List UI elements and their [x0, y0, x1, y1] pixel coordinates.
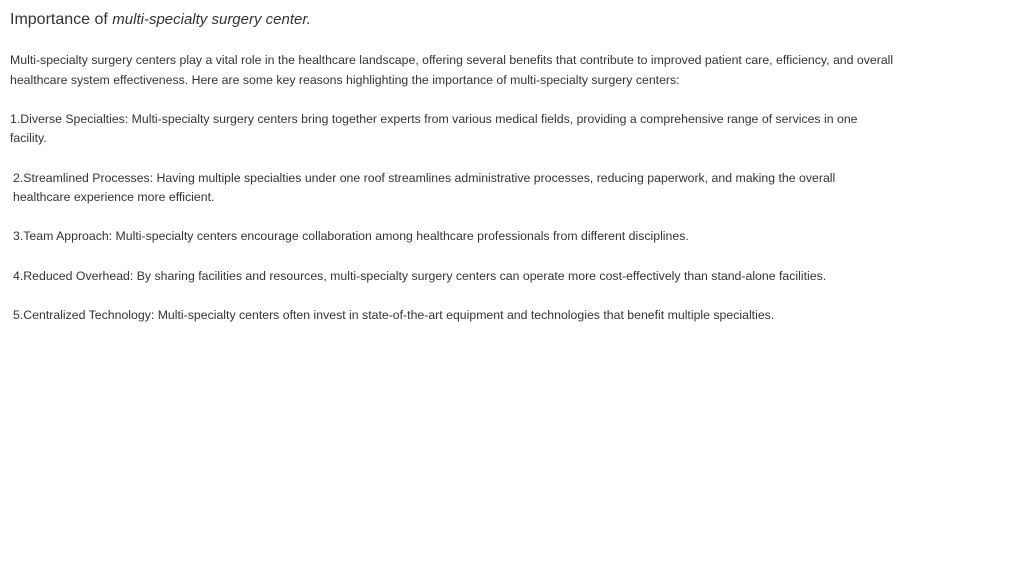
point-team-approach: 3.Team Approach: Multi-specialty centers encourage collaboration among healthcare professionals from different disciplines. — [13, 229, 689, 244]
title-prefix: Importance of — [10, 11, 113, 28]
point-centralized-technology: 5.Centralized Technology: Multi-specialty centers often invest in state-of-the-art equipment and technologies that benefit multiple specialties. — [13, 307, 775, 322]
page-title — [10, 9, 311, 31]
title-emphasis: multi-specialty surgery center. — [112, 11, 311, 28]
point-reduced-overhead: 4.Reduced Overhead: By sharing facilities and resources, multi-specialty surgery centers can operate more cost-effectively than stand-alone facilities. — [13, 268, 827, 283]
point-diverse-specialties: 1.Diverse Specialties: Multi-specialty surgery centers bring together experts from various medical fields, providing a comprehensive range of services in one facility. — [10, 111, 858, 146]
intro-paragraph: Multi-specialty surgery centers play a vital role in the healthcare landscape, offering several benefits that contribute to improved patient care, efficiency, and overall healthcare system effectiveness. Here are some key reasons highlighting the importance of multi-specialty surgery centers: — [10, 53, 894, 87]
point-streamlined-processes: 2.Streamlined Processes: Having multiple specialties under one roof streamlines administrative processes, reducing paperwork, and making the overall healthcare experience more efficient. — [13, 170, 836, 205]
body-content — [10, 51, 895, 345]
